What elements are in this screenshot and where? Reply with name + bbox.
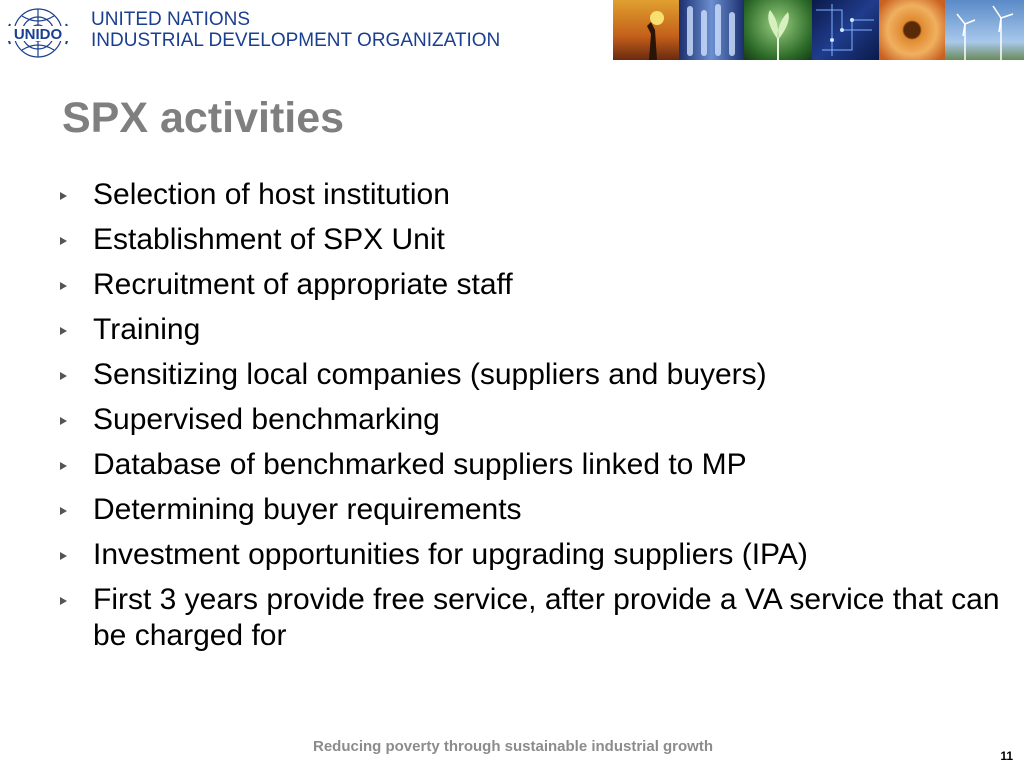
bullet-arrow-icon — [60, 237, 67, 245]
bullet-arrow-icon — [60, 552, 67, 560]
footer-tagline-text: Reducing poverty through sustainable industrial growth — [312, 738, 714, 755]
bullet-text: Selection of host institution — [93, 178, 450, 211]
footer-tagline — [0, 738, 1024, 755]
slide-title: SPX activities — [62, 94, 345, 142]
bullet-text: First 3 years provide free service, after provide a VA service that can be charged for — [93, 583, 1000, 652]
bullet-arrow-icon — [60, 282, 67, 290]
org-line-1: UNITED NATIONS — [91, 9, 251, 30]
bullet-arrow-icon — [60, 417, 67, 425]
bullet-text: Supervised benchmarking — [93, 403, 440, 436]
bullet-arrow-icon — [60, 597, 67, 605]
bullet-arrow-icon — [60, 372, 67, 380]
bullet-item — [60, 537, 1000, 573]
page-number: 11 — [1000, 749, 1013, 763]
bullet-item — [60, 312, 1000, 348]
bullet-item — [60, 582, 1000, 654]
bullet-text: Investment opportunities for upgrading suppliers (IPA) — [93, 538, 808, 571]
logo-text: UNIDO — [13, 26, 63, 43]
sunset-child-photo — [613, 0, 679, 60]
sunflower-photo — [879, 0, 945, 60]
bullet-item — [60, 447, 1000, 483]
bullet-arrow-icon — [60, 507, 67, 515]
bullet-arrow-icon — [60, 462, 67, 470]
bullet-arrow-icon — [60, 327, 67, 335]
bullet-text: Establishment of SPX Unit — [93, 223, 445, 256]
org-line-2: INDUSTRIAL DEVELOPMENT ORGANIZATION — [91, 30, 501, 51]
leaf-sprout-photo — [744, 0, 812, 60]
bullet-item — [60, 357, 1000, 393]
header-photo-strip — [613, 0, 1024, 60]
bullet-text: Database of benchmarked suppliers linked to MP — [93, 448, 747, 481]
unido-logo — [4, 4, 72, 62]
bullet-item — [60, 177, 1000, 213]
bullet-item — [60, 267, 1000, 303]
bullet-text: Training — [93, 313, 201, 346]
bullet-item — [60, 222, 1000, 258]
wind-turbines-photo — [945, 0, 1024, 60]
bullet-item — [60, 402, 1000, 438]
bullet-list — [60, 177, 1000, 663]
bullet-text: Recruitment of appropriate staff — [93, 268, 513, 301]
bullet-text: Determining buyer requirements — [93, 493, 522, 526]
bullet-arrow-icon — [60, 192, 67, 200]
organization-name — [91, 9, 500, 51]
bullet-item — [60, 492, 1000, 528]
test-tubes-photo — [679, 0, 744, 60]
bullet-text: Sensitizing local companies (suppliers and buyers) — [93, 358, 767, 391]
circuit-board-photo — [812, 0, 879, 60]
